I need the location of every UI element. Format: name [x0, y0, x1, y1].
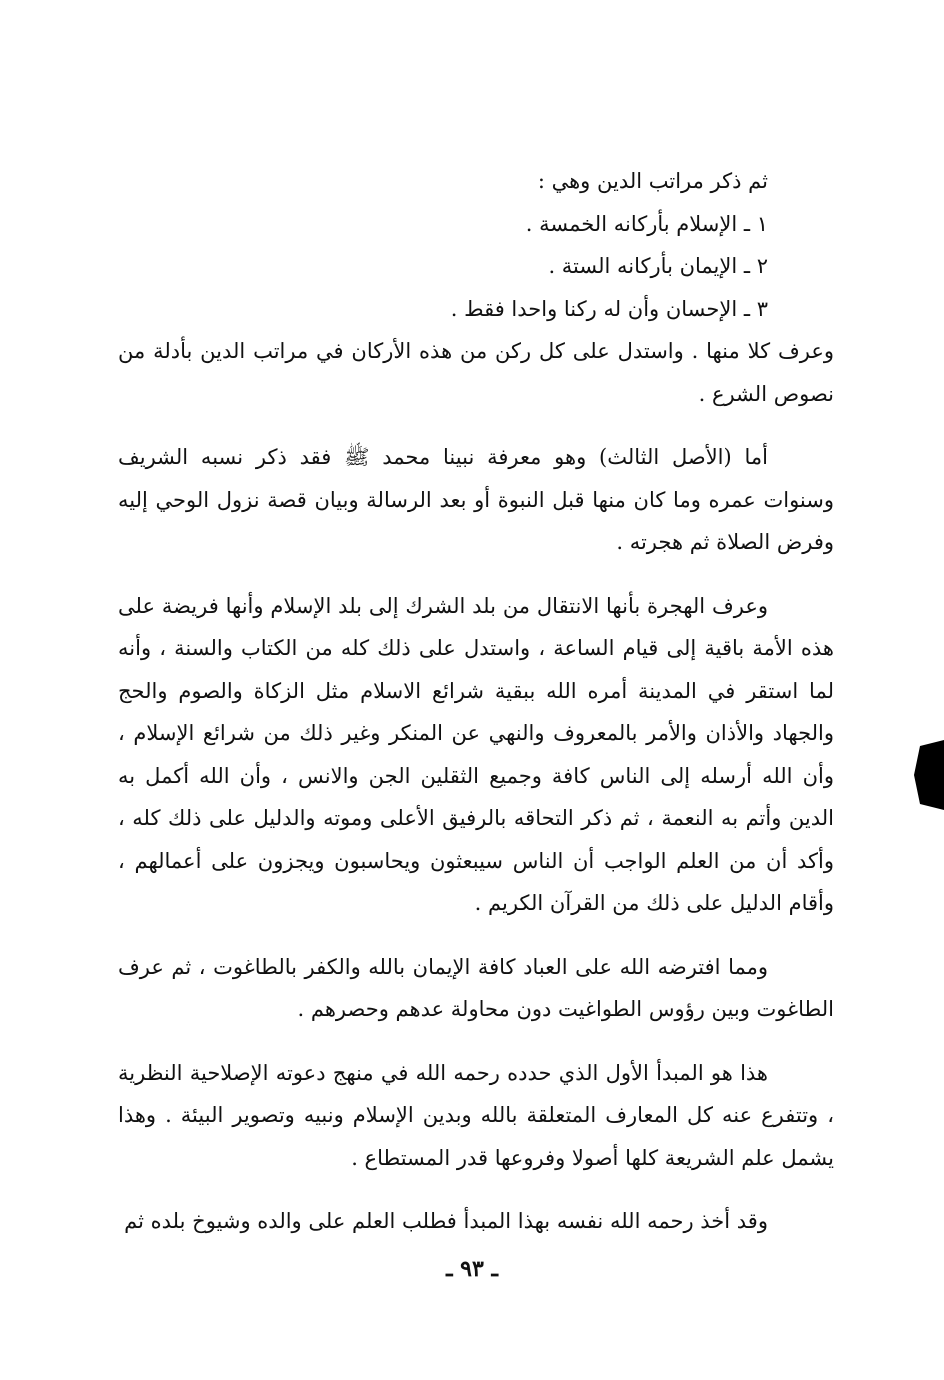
rank-item-iman: ٢ ـ الإيمان بأركانه الستة . [548, 254, 768, 278]
rank-item-ihsan: ٣ ـ الإحسان وأن له ركنا واحدا فقط . [450, 296, 768, 321]
rank-item-islam: ١ ـ الإسلام بأركانه الخمسة . [525, 211, 768, 236]
paragraph-hijra: وعرف الهجرة بأنها الانتقال من بلد الشرك إلى بلد الإسلام وأنها فريضة على هذه الأمة باقية إلى قيام الساعة ، واستدل على ذلك كله من الكتاب والسنة ، وأنه لما استقر في المدينة أمره الله ببقية شرائع الاسلام مثل الزكاة والصوم والحج والجهاد والأذان والأمر بالمعروف والنهي عن المنكر وغير ذلك من شرائع الإسلام ، وأن الله أرسله إلى الناس كافة وجميع الثقلين الجن والانس ، وأن الله أكمل به الدين وأتم به النعمة ، ثم ذكر التحاقه بالرفيق الأعلى وموته والدليل على ذلك كله ، وأكد أن من العلم الواجب أن الناس سيبعثون ويحاسبون ويجزون على أعمالهم ، وأقام الدليل على ذلك من القرآن الكريم . [118, 593, 834, 915]
page-body [118, 160, 834, 1243]
page-number: ـ ٩٣ ـ [446, 1256, 498, 1282]
paragraph-first-principle: هذا هو المبدأ الأول الذي حدده رحمه الله في منهج دعوته الإصلاحية النظرية ، وتتفرع عنه كل المعارف المتعلقة بالله وبدين الإسلام ونبيه وتصوير البيئة . وهذا يشمل علم الشريعة كلها أصولا وفروعها قدر المستطاع . [118, 1060, 834, 1170]
paragraph-taghut: ومما افترضه الله على العباد كافة الإيمان بالله والكفر بالطاغوت ، ثم عرف الطاغوت وبين رؤوس الطواغيت دون محاولة عدهم وحصرهم . [118, 954, 834, 1021]
ranks-intro: ثم ذكر مراتب الدين وهي : [537, 169, 768, 193]
paragraph-third-principle: أما (الأصل الثالث) وهو معرفة نبينا محمد ﷺ فقد ذكر نسبه الشريف وسنوات عمره وما كان منها قبل النبوة أو بعد الرسالة وبيان قصة نزول الوحي إليه وفرض الصلاة ثم هجرته . [118, 445, 834, 554]
margin-tab-marker-icon [914, 740, 944, 810]
paragraph-seeking-knowledge: وقد أخذ رحمه الله نفسه بهذا المبدأ فطلب العلم على والده وشيوخ بلده ثم [124, 1209, 768, 1233]
paragraph-definitions: وعرف كلا منها . واستدل على كل ركن من هذه الأركان في مراتب الدين بأدلة من نصوص الشرع . [118, 339, 834, 406]
